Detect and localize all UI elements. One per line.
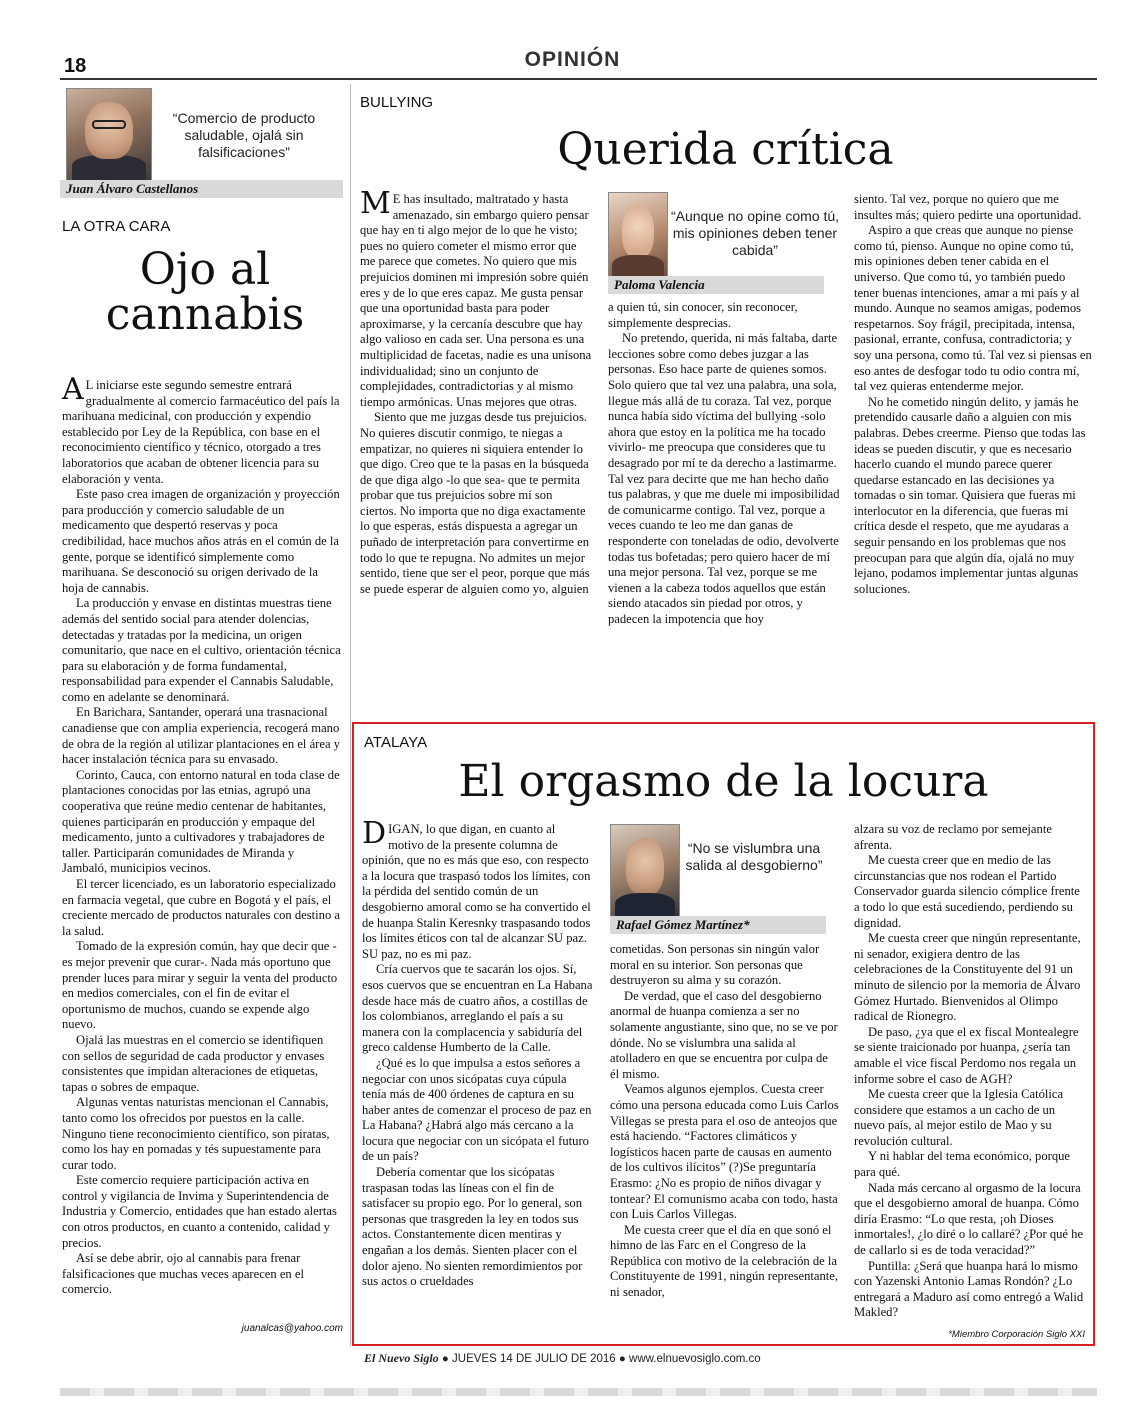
photo-face-shape (85, 102, 132, 159)
paragraph: De verdad, que el caso del desgobierno anormal de huanpa comienza a ser no solamente angustiante, sino que, no se ve por dónde. No se vislumbra una salida al atolladero en que se encuentra por culpa de él mismo. (610, 988, 838, 1081)
column-2 (610, 942, 840, 1301)
paragraph: Corinto, Cauca, con entorno natural en toda clase de plantaciones conocidas por las etnias, agrupó una cooperativa que reúne medio centenar de habitantes, quienes participarán en producción y empaque del medicamento, junto a cultivadores y trabajadores de taller. Participarán comunidades de Miranda y Jambaló, municipios vecinos. (62, 767, 340, 876)
paragraph: M E has insultado, maltratado y hasta amenazado, sin embargo quiero pensar que hay en ti algo mejor de lo que he visto; pues no quiero cometer el mismo error que me parece que cometes. No quiero que mis prejuicios dominen mi impresión sobre quién eres y de lo que eres capaz. Me gusta pensar que una oportunidad basta para poder aproximarse, y la cercanía descubre que hay algo valioso en cada ser. Una persona es una multiplicidad de facetas, nadie es una unísona individualidad; sino un conjunto de complejidades, contradictorias y al mismo tiempo armónicas. Unas mejores que otras. (360, 186, 592, 409)
paragraph: Tomado de la expresión común, hay que decir que -es mejor prevenir que curar-. Nada más oportuno que prender luces para mirar y seguir la venta del producto en medios comerciales, con el fin de evitar el oportunismo de muchos, cuando se expende algo nuevo. (62, 939, 338, 1032)
column-1 (360, 186, 592, 597)
paragraph: En Barichara, Santander, operará una trasnacional canadiense que con amplia experiencia, recogerá mano de obra de la región al utilizar plantaciones en el área y hacer instalación técnica para su envasado. (62, 705, 340, 767)
author-quote: “Comercio de producto saludable, ojalá sin falsificaciones” (172, 110, 316, 160)
author-quote: “Aunque no opine como tú, mis opiniones deben tener cabida” (670, 208, 840, 258)
photo-face-shape (622, 205, 654, 258)
kicker: ATALAYA (364, 734, 428, 751)
paragraph: La producción y envase en distintas muestras tiene además del sentido social para atender dolencias, detectadas y tratadas por la medicina, un origen comunitario, que nace en el cultivo, orientación técnica para su elaboración y de forma fundamental, responsabilidad para expender el Cannabis Saludable, como en adelante se denominará. (62, 596, 341, 704)
separator-dot-icon: ● (441, 1353, 449, 1365)
author-name: Juan Álvaro Castellanos (60, 180, 343, 198)
author-quote: “No se vislumbra una salida al desgobierno” (685, 840, 823, 873)
paragraph: Veamos algunos ejemplos. Cuesta creer cómo una persona educada como Luis Carlos Villegas se presta para el oso de anteojos que está haciendo. “Factores climáticos y logísticos hacen parte de causas en aumento de los cultivos ilícitos” (?)Se preguntaría Erasmo: ¿No es propio de niños divagar y tontear? El comunismo acaba con todo, hasta con Luis Carlos Villegas. (610, 1082, 839, 1222)
dropcap: D (362, 816, 387, 851)
article-body (62, 372, 342, 1298)
paragraph: ¿Qué es lo que impulsa a estos señores a negociar con unos sicópatas cuya cúpula tenía más de 400 órdenes de captura en su haber antes de comenzar el proceso de paz en La Habana? ¿Habrá algo más cercano a la locura que negociar con un sicópata el futuro de un país? (362, 1055, 592, 1164)
separator-dot-icon: ● (618, 1353, 626, 1365)
paragraph: Este comercio requiere participación activa en control y vigilancia de Invima y Superintendencia de Industria y Comercio, entidades que han estado alertas con otros productos, en cuanto a contenido, calidad y precios. (62, 1173, 337, 1250)
page-footer (364, 1351, 761, 1366)
paragraph: El tercer licenciado, es un laboratorio especializado en farmacia vegetal, que cubre en Bogotá y el país, el creciente mercado de productos naturales con destino a la salud. (62, 877, 340, 938)
author-email: juanalcas@yahoo.com (241, 1323, 343, 1334)
kicker: BULLYING (360, 94, 434, 111)
paragraph: DIGAN, lo que digan, en cuanto al motivo de la presente columna de opinión, que no es más que eso, con respecto a la locura que traspasó todos los límites, con la pérdida del sentido común de un desgobierno amoral como se ha convertido el de huanpa Stalin Keresnky traspasando todos los límites éticos con tal de alcanzar SU paz. SU paz, no es mi paz. (362, 816, 591, 961)
photo-face-shape (626, 838, 664, 896)
author-photo (608, 192, 668, 280)
headline: Ojo al cannabis (105, 244, 305, 340)
paragraph: Aspiro a que creas que aunque no piense como tú, pienso. Aunque no opine como tú, mis opiniones deben tener cabida en el universo. Que como tú, yo también puedo tener buenas intenciones, amar a mi país y al mundo. Aunque no seamos amigas, podemos respetarnos. Soy frágil, precipitada, intensa, pasional, errante, confusa, contradictoria; y soy una persona, como tú. Tal vez si piensas en eso antes de desfogar todo tu odio contra mí, tal vez quieras entenderme mejor. (854, 223, 1092, 394)
paragraph: Me cuesta creer que la Iglesia Católica considere que estamos a un cacho de un nuevo país, al mejor estilo de Mao y su revolución cultural. (854, 1087, 1064, 1148)
paragraph: A L iniciarse este segundo semestre entrará gradualmente al comercio farmacéutico del país la marihuana medicinal, con producción y expendio establecido por Ley de la República, con base en el reconocimiento científico y técnico, otorgado a tres laboratorios que acaban de obtener licencia para su elaboración y venta. (62, 372, 340, 486)
headline: El orgasmo de la locura (458, 756, 989, 807)
column-divider (350, 84, 351, 1346)
paragraph: Nada más cercano al orgasmo de la locura que el desgobierno amoral de huanpa. Cómo diría Erasmo: “Lo que resta, ¡oh Dioses inmortales!, ¿lo diré o lo callaré? ¿Por qué he de callarlo si es de toda veracidad?” (854, 1180, 1084, 1258)
paragraph: cometidas. Son personas sin ningún valor moral en su interior. Son personas que destruyeron su alma y su corazón. (610, 942, 820, 988)
website-url: www.elnuevosiglo.com.co (629, 1353, 761, 1365)
paragraph: No pretendo, querida, ni más faltaba, darte lecciones sobre como debes juzgar a las personas. Eso hace parte de quienes somos. Solo quiero que tal vez una palabra, una sola, llegue más allá de tu coraza. Tal vez, porque nunca había sido víctima del bullying -solo ahora que estoy en la política me ha tocado vivirlo- me preocupa que consideres que tu desagrado por mí te da derecho a lastimarme. Tal vez para decirte que me han hecho daño tus palabras, y que me duele mi imposibilidad de comunicarme contigo. Tal vez, porque a veces cuando te leo me dan ganas de responderte con toneladas de odio, devolverte todas tus bofetadas; pero quiero hacer de mí una mejor persona. Tal vez, porque se me vienen a la cabeza todos aquellos que están siendo atacados sin piedad por otros, y padecen la impotencia que hoy (608, 331, 840, 626)
paragraph: Así se debe abrir, ojo al cannabis para frenar falsificaciones que muchas veces aparecen en el comercio. (62, 1251, 304, 1297)
bullying-article (358, 84, 1093, 709)
paragraph: Este paso crea imagen de organización y proyección para producción y comercio saludable de un medicamento que despertó reservas y poca credibilidad, hace muchos años atrás en el común de la gente, porque se identificó simplemente como marihuana. Se desconoció su origen derivado de la hoja de cannabis. (62, 487, 340, 595)
paragraph: De paso, ¿ya que el ex fiscal Montealegre se siente traicionado por huanpa, ¿sería tan amable el vice fiscal Perdomo nos regala un informe sobre el caso de AGH? (854, 1024, 1079, 1086)
page-number: 18 (64, 55, 87, 77)
column-3 (854, 192, 1092, 597)
author-photo (610, 824, 680, 920)
paragraph: siento. Tal vez, porque no quiero que me insultes más; quiero pedirte una oportunidad. (854, 192, 1082, 222)
paragraph: Me cuesta creer que en medio de las circunstancias que nos rodean el Partido Conservador guarda silencio cómplice frente a todo lo que está sucediendo, perdiendo su dignidad. (854, 853, 1080, 930)
atalaya-article-box (352, 722, 1095, 1346)
top-rule (60, 78, 1097, 80)
paragraph: a quien tú, sin conocer, sin reconocer, simplemente desprecias. (608, 300, 798, 330)
dropcap: A (62, 372, 84, 407)
photo-glasses-shape (92, 120, 126, 128)
headline: Querida crítica (557, 124, 894, 175)
bottom-edge-noise (60, 1388, 1097, 1396)
author-name: Rafael Gómez Martínez* (610, 916, 826, 934)
author-photo (66, 88, 152, 182)
issue-date: JUEVES 14 DE JULIO DE 2016 (452, 1353, 616, 1365)
paragraph: Cría cuervos que te sacarán los ojos. Sí, esos cuervos que se encuentran en La Habana desde hace más de cuatro años, a costillas de los colombianos, arreglando el país a su manera con la complacencia y sabiduría del greco caldense Humberto de la Calle. (362, 962, 593, 1055)
column-1 (362, 816, 594, 1290)
newspaper-brand: El Nuevo Siglo (364, 1351, 439, 1365)
footnote: *Miembro Corporación Siglo XXI (948, 1329, 1085, 1340)
paragraph: Puntilla: ¿Será que huanpa hará lo mismo con Yazenski Antonio Lamas Rondón? ¿Lo entregará a Maduro así como entregó a Walid Makled? (854, 1258, 1084, 1320)
paragraph: Y ni hablar del tema económico, porque para qué. (854, 1149, 1071, 1180)
paragraph: Me cuesta creer que el día en que sonó el himno de las Farc en el Congreso de la República con motivo de la celebración de la Constituyente de 1991, ningún representante, ni senador, (610, 1222, 839, 1300)
author-name: Paloma Valencia (608, 276, 824, 294)
paragraph: Algunas ventas naturistas mencionan el Cannabis, tanto como los ofrecidos por puestos en la calle. Ninguno tiene reconocimiento científico, son piratas, como los hay en pomadas y tés supuestamente para curar todo. (62, 1095, 330, 1172)
kicker: LA OTRA CARA (62, 218, 171, 235)
paragraph: alzara su voz de reclamo por semejante afrenta. (854, 822, 1052, 852)
column-3 (854, 822, 1088, 1321)
column-2 (608, 300, 840, 627)
paragraph: No he cometido ningún delito, y jamás he pretendido causarle daño a alguien con mis palabras. Debes creerme. Pienso que todas las ideas se pueden discutir, y que es necesario hacerlo cuando el mundo parece querer quedarse estancado en las decisiones ya tomadas o sin tomar. Quisiera que fueras mi interlocutor en la diferencia, que fueras mi crítica desde el respeto, que me ayudaras a seguir pensando en los problemas que nos preocupan para que algún día, ojalá no muy lejano, podamos implementar juntas algunas soluciones. (854, 394, 1086, 596)
paragraph: Ojalá las muestras en el comercio se identifiquen con sellos de seguridad de cada productor y envases consistentes que impidan alteraciones de etiquetas, tapas o sobres de empaque. (62, 1032, 325, 1094)
photo-body-shape (72, 155, 146, 181)
paragraph: Siento que me juzgas desde tus prejuicios. No quieres discutir conmigo, te niegas a empatizar, no quieres ni siquiera entender lo que digo. Creo que te la pasas en la búsqueda de que diga algo -lo que sea- que te permita probar que tus prejuicios sobre mí son ciertos. No importa que no diga exactamente lo que esperas, estás dispuesta a agregar un puñado de interpretación para convertirme en todo lo que te repugna. No admites un mejor sentido, tiene que ser el peor, porque que más se puede esperar de alguien como yo, alguien (360, 410, 590, 596)
paragraph: Debería comentar que los sicópatas traspasan todas las líneas con el fin de satisfacer su propio ego. Por lo general, son personas que trasgreden la ley en todos sus actos. Constantemente dicen mentiras y engañan a los demás. Sienten placer con el dolor ajeno. No sienten remordimientos por sus actos o crueldades (362, 1165, 583, 1289)
dropcap: M (360, 186, 391, 221)
left-article (60, 84, 343, 1344)
paragraph: Me cuesta creer que ningún representante, ni senador, exigiera dentro de las celebraciones de la Constituyente del 91 un minuto de silencio por la memoria de Álvaro Gómez Hurtado. Bienvenidos al Olimpo radical de Rionegro. (854, 931, 1081, 1024)
section-header: OPINIÓN (524, 48, 621, 71)
